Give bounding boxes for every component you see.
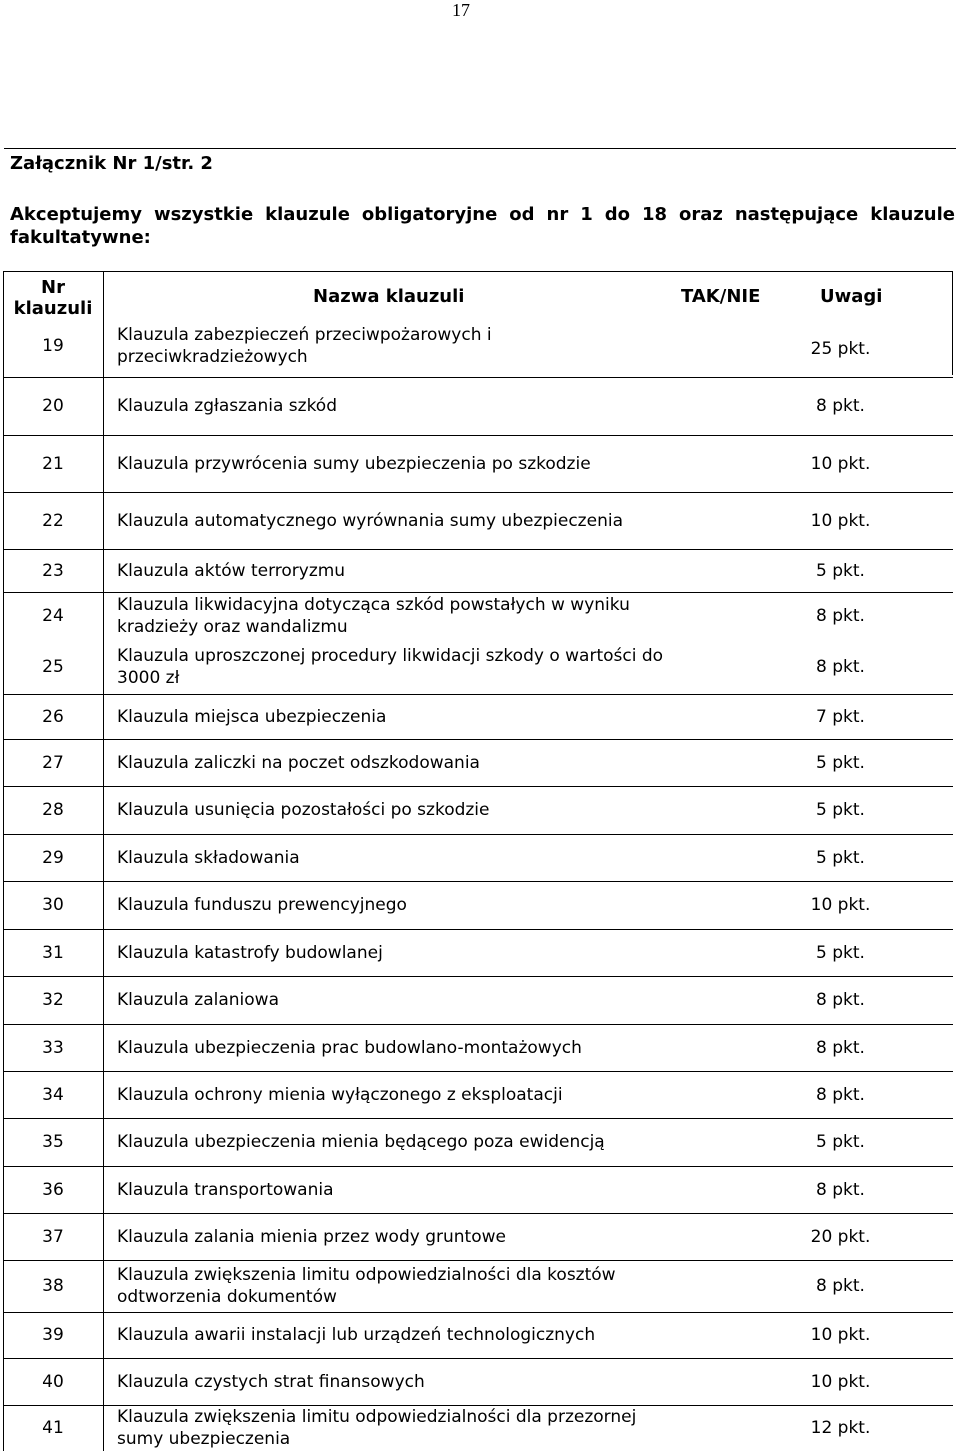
- clause-points: 10 pkt.: [810, 895, 871, 915]
- clause-points: 10 pkt.: [810, 1325, 871, 1345]
- clause-name: Klauzula zgłaszania szkód: [117, 396, 337, 416]
- clause-points: 8 pkt.: [816, 657, 865, 677]
- row-separator: [3, 694, 953, 695]
- clause-number: 27: [42, 753, 64, 773]
- row-separator: [3, 1071, 953, 1072]
- clause-points: 10 pkt.: [810, 1372, 871, 1392]
- clause-points: 8 pkt.: [816, 1276, 865, 1296]
- clause-name: Klauzula zwiększenia limitu odpowiedzialności dla kosztów: [117, 1265, 616, 1285]
- clause-name: Klauzula awarii instalacji lub urządzeń technologicznych: [117, 1325, 596, 1345]
- table-border-right: [952, 271, 953, 375]
- clause-name: Klauzula ochrony mienia wyłączonego z eksploatacji: [117, 1085, 563, 1105]
- clause-number: 34: [42, 1085, 64, 1105]
- clause-number: 37: [42, 1227, 64, 1247]
- clause-number: 39: [42, 1325, 64, 1345]
- clause-points: 8 pkt.: [816, 1038, 865, 1058]
- clause-number: 22: [42, 511, 64, 531]
- clause-name: Klauzula aktów terroryzmu: [117, 561, 346, 581]
- annex-heading: [4, 148, 956, 177]
- row-separator: [3, 592, 953, 593]
- clause-points: 5 pkt.: [816, 561, 865, 581]
- clause-number: 28: [42, 800, 64, 820]
- clause-name: Klauzula funduszu prewencyjnego: [117, 895, 407, 915]
- page-number: 17: [452, 0, 470, 20]
- clause-points: 7 pkt.: [816, 707, 865, 727]
- clause-points: 5 pkt.: [816, 800, 865, 820]
- header-yes-no: TAK/NIE: [681, 286, 761, 307]
- row-separator: [3, 1024, 953, 1025]
- clause-name: Klauzula zwiększenia limitu odpowiedzialności dla przezornej: [117, 1407, 637, 1427]
- row-separator: [3, 1358, 953, 1359]
- column-divider-nr: [103, 271, 104, 1451]
- table-border-top: [3, 271, 953, 272]
- row-separator: [3, 1118, 953, 1119]
- clause-number: 29: [42, 848, 64, 868]
- clause-name: Klauzula przywrócenia sumy ubezpieczenia po szkodzie: [117, 454, 591, 474]
- row-separator: [3, 1213, 953, 1214]
- clause-name: sumy ubezpieczenia: [117, 1429, 291, 1449]
- row-separator: [3, 786, 953, 787]
- clause-number: 33: [42, 1038, 64, 1058]
- clause-name: Klauzula zabezpieczeń przeciwpożarowych i: [117, 325, 492, 345]
- clause-points: 8 pkt.: [816, 606, 865, 626]
- header-nr-line1: Nr: [41, 277, 65, 298]
- clause-number: 24: [42, 606, 64, 626]
- header-remarks: Uwagi: [820, 286, 883, 307]
- clause-name: Klauzula katastrofy budowlanej: [117, 943, 383, 963]
- clause-name: Klauzula zaliczki na poczet odszkodowania: [117, 753, 480, 773]
- row-separator: [3, 834, 953, 835]
- clause-name: Klauzula transportowania: [117, 1180, 334, 1200]
- row-separator: [3, 549, 953, 550]
- clause-name: Klauzula ubezpieczenia mienia będącego poza ewidencją: [117, 1132, 605, 1152]
- clause-number: 23: [42, 561, 64, 581]
- annex-heading-text: Załącznik Nr 1/str. 2: [10, 153, 213, 174]
- row-separator: [3, 492, 953, 493]
- clause-number: 30: [42, 895, 64, 915]
- clause-points: 20 pkt.: [810, 1227, 871, 1247]
- clause-name: Klauzula czystych strat finansowych: [117, 1372, 425, 1392]
- clause-name: Klauzula miejsca ubezpieczenia: [117, 707, 387, 727]
- clause-name: kradzieży oraz wandalizmu: [117, 617, 348, 637]
- clause-name: przeciwkradzieżowych: [117, 347, 308, 367]
- clause-points: 10 pkt.: [810, 454, 871, 474]
- clause-points: 10 pkt.: [810, 511, 871, 531]
- clause-points: 5 pkt.: [816, 848, 865, 868]
- row-separator: [3, 435, 953, 436]
- clause-points: 8 pkt.: [816, 396, 865, 416]
- header-clause-name: Nazwa klauzuli: [313, 286, 465, 307]
- row-separator: [3, 377, 953, 378]
- clause-number: 41: [42, 1418, 64, 1438]
- header-nr-line2: klauzuli: [13, 298, 93, 319]
- clause-name: Klauzula automatycznego wyrównania sumy ubezpieczenia: [117, 511, 623, 531]
- clause-number: 25: [42, 657, 64, 677]
- clause-number: 32: [42, 990, 64, 1010]
- clause-name: Klauzula usunięcia pozostałości po szkodzie: [117, 800, 490, 820]
- clause-points: 12 pkt.: [810, 1418, 871, 1438]
- row-separator: [3, 1312, 953, 1313]
- row-separator: [3, 739, 953, 740]
- clause-points: 8 pkt.: [816, 1085, 865, 1105]
- clause-number: 36: [42, 1180, 64, 1200]
- row-separator: [3, 881, 953, 882]
- clause-points: 8 pkt.: [816, 990, 865, 1010]
- clause-points: 5 pkt.: [816, 753, 865, 773]
- clause-number: 40: [42, 1372, 64, 1392]
- intro-paragraph: Akceptujemy wszystkie klauzule obligatoryjne od nr 1 do 18 oraz następujące klauzule fakultatywne:: [10, 204, 955, 248]
- clause-number: 26: [42, 707, 64, 727]
- clause-name: Klauzula zalaniowa: [117, 990, 280, 1010]
- row-separator: [3, 976, 953, 977]
- clause-number: 31: [42, 943, 64, 963]
- clause-points: 8 pkt.: [816, 1180, 865, 1200]
- clause-name: odtworzenia dokumentów: [117, 1287, 337, 1307]
- clauses-table: [3, 271, 953, 1451]
- row-separator: [3, 1166, 953, 1167]
- clause-name: Klauzula składowania: [117, 848, 300, 868]
- clause-number: 35: [42, 1132, 64, 1152]
- clause-points: 5 pkt.: [816, 943, 865, 963]
- clause-number: 21: [42, 454, 64, 474]
- clause-number: 19: [42, 336, 64, 356]
- clause-number: 20: [42, 396, 64, 416]
- clause-name: Klauzula uproszczonej procedury likwidacji szkody o wartości do: [117, 646, 664, 666]
- row-separator: [3, 1260, 953, 1261]
- clause-name: Klauzula likwidacyjna dotycząca szkód powstałych w wyniku: [117, 595, 630, 615]
- row-separator: [3, 929, 953, 930]
- clause-points: 25 pkt.: [810, 339, 871, 359]
- clause-number: 38: [42, 1276, 64, 1296]
- clause-name: Klauzula ubezpieczenia prac budowlano-montażowych: [117, 1038, 582, 1058]
- clause-points: 5 pkt.: [816, 1132, 865, 1152]
- clause-name: 3000 zł: [117, 668, 180, 688]
- clause-name: Klauzula zalania mienia przez wody gruntowe: [117, 1227, 506, 1247]
